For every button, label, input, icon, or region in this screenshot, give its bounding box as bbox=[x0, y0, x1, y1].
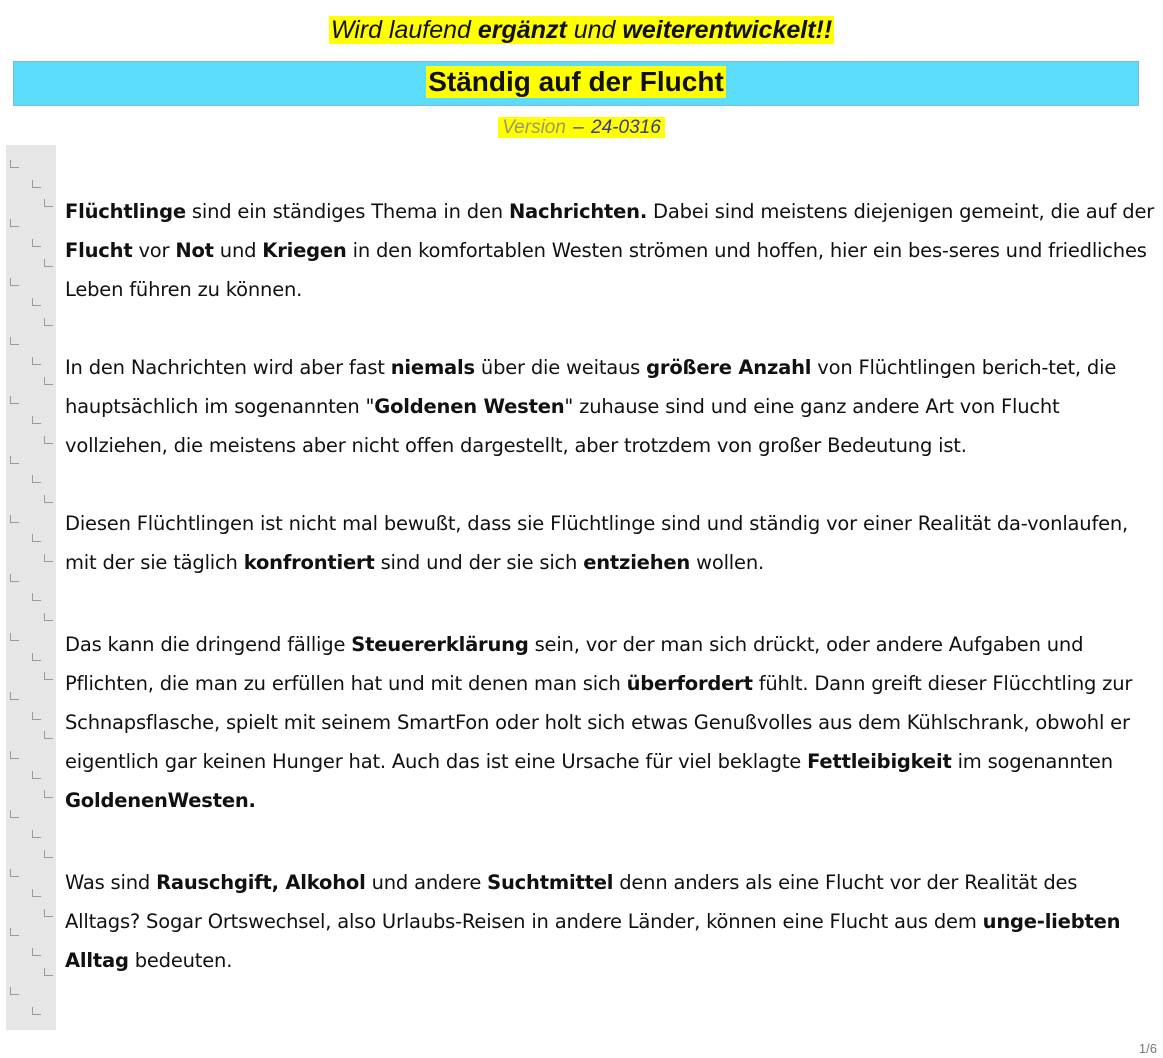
text-run: über die weitaus bbox=[474, 356, 647, 379]
bold-term: GoldenenWesten. bbox=[65, 789, 256, 812]
margin-tick-mark bbox=[44, 613, 53, 621]
text-run: und bbox=[213, 239, 263, 262]
version-line bbox=[0, 117, 1163, 139]
bold-term: Not bbox=[175, 239, 214, 262]
paragraph-4 bbox=[65, 625, 1155, 820]
margin-tick-mark bbox=[44, 850, 53, 858]
text-run: bedeuten. bbox=[128, 949, 233, 972]
text-run: sind ein ständiges Thema in den bbox=[185, 200, 509, 223]
margin-tick-mark bbox=[10, 751, 19, 759]
text-run: sind und der sie sich bbox=[374, 551, 584, 574]
bold-term: Goldenen Westen bbox=[374, 395, 565, 418]
margin-tick-mark bbox=[44, 199, 53, 207]
body-text bbox=[65, 192, 1155, 1019]
margin-tick-mark bbox=[32, 1007, 41, 1015]
margin-tick-mark bbox=[44, 909, 53, 917]
margin-tick-mark bbox=[44, 968, 53, 976]
text-run: Diesen Flüchtlingen ist nicht mal bewußt, dass sie Flüchtlinge sind und ständig vor einer Realität da-vonlaufen, mit der sie täglich bbox=[65, 512, 1129, 574]
margin-tick-mark bbox=[10, 869, 19, 877]
margin-tick-mark bbox=[10, 219, 19, 227]
paragraph-2 bbox=[65, 348, 1155, 465]
margin-tick-mark bbox=[10, 396, 19, 404]
margin-tick-mark bbox=[10, 633, 19, 641]
margin-tick-mark bbox=[32, 830, 41, 838]
margin-tick-mark bbox=[32, 593, 41, 601]
bold-term: Rauschgift, Alkohol bbox=[156, 871, 366, 894]
notice-bold-2: weiterentwickelt!! bbox=[622, 16, 833, 44]
text-run: denn anders als eine Flucht vor der Realität des Alltags? Sogar Ortswechsel, also Urlaubs-Reisen in andere Länder, können eine Flucht aus dem bbox=[65, 871, 1078, 933]
margin-tick-mark bbox=[44, 436, 53, 444]
bold-term: überfordert bbox=[626, 672, 753, 695]
margin-tick-mark bbox=[32, 239, 41, 247]
text-run: Was sind bbox=[65, 871, 157, 894]
text-run: und andere bbox=[365, 871, 488, 894]
bold-term: Steuererklärung bbox=[351, 633, 529, 656]
margin-tick-mark bbox=[32, 357, 41, 365]
text-run: Das kann die dringend fällige bbox=[65, 633, 352, 656]
bold-term: Fettleibigkeit bbox=[807, 750, 952, 773]
notice-text-1: Wird laufend bbox=[330, 16, 478, 44]
bold-term: Flüchtlinge bbox=[65, 200, 186, 223]
paragraph-1 bbox=[65, 192, 1155, 309]
notice-bold-1: ergänzt bbox=[477, 16, 567, 44]
margin-tick-mark bbox=[10, 987, 19, 995]
paragraph-3 bbox=[65, 504, 1155, 582]
text-run: in den komfortablen Westen strömen und hoffen, hier ein bes-seres und friedliches Leben führen zu können. bbox=[65, 239, 1147, 301]
margin-tick-mark bbox=[44, 731, 53, 739]
text-run: Dabei sind meistens diejenigen gemeint, die auf der bbox=[647, 200, 1155, 223]
margin-tick-mark bbox=[32, 416, 41, 424]
bold-term: niemals bbox=[390, 356, 475, 379]
notice-highlight bbox=[329, 16, 834, 44]
margin-tick-mark bbox=[32, 771, 41, 779]
text-run: vor bbox=[132, 239, 176, 262]
page-title: Ständig auf der Flucht bbox=[428, 66, 724, 97]
bold-term: unge-liebten Alltag bbox=[65, 910, 1121, 972]
bold-term: größere Anzahl bbox=[646, 356, 812, 379]
margin-tick-mark bbox=[10, 692, 19, 700]
margin-tick-mark bbox=[32, 889, 41, 897]
text-run: " zuhause sind und eine ganz andere Art von Flucht vollziehen, die meistens aber nicht offen dargestellt, aber trotzdem von großer Bedeutung ist. bbox=[65, 395, 1060, 457]
margin-tick-mark bbox=[44, 672, 53, 680]
margin-tick-mark bbox=[44, 790, 53, 798]
bold-term: Flucht bbox=[65, 239, 133, 262]
margin-tick-mark bbox=[44, 554, 53, 562]
margin-tick-mark bbox=[32, 180, 41, 188]
text-run: fühlt. Dann greift dieser Flücchtling zur Schnapsflasche, spielt mit seinem SmartFon oder holt sich etwas Genußvolles aus dem Kühlschrank, obwohl er eigentlich gar keinen Hunger hat. Auch das ist eine Ursache für viel beklagte bbox=[65, 672, 1133, 773]
version-number: 24-0316 bbox=[591, 117, 661, 138]
bold-term: entziehen bbox=[583, 551, 691, 574]
margin-tick-mark bbox=[10, 160, 19, 168]
text-run: im sogenannten bbox=[951, 750, 1113, 773]
margin-tick-mark bbox=[32, 475, 41, 483]
text-run: wollen. bbox=[690, 551, 764, 574]
margin-tick-mark bbox=[44, 259, 53, 267]
text-run: In den Nachrichten wird aber fast bbox=[65, 356, 391, 379]
margin-tick-mark bbox=[10, 456, 19, 464]
update-notice bbox=[0, 16, 1163, 45]
page-number: 1/6 bbox=[1138, 1041, 1157, 1056]
text-run: von Flüchtlingen berich-tet, die hauptsächlich im sogenannten " bbox=[65, 356, 1117, 418]
margin-tick-mark bbox=[32, 712, 41, 720]
paragraph-5 bbox=[65, 863, 1155, 980]
bold-term: konfrontiert bbox=[243, 551, 375, 574]
margin-tick-mark bbox=[32, 298, 41, 306]
text-run: sein, vor der man sich drückt, oder andere Aufgaben und Pflichten, die man zu erfüllen hat und mit denen man sich bbox=[65, 633, 1084, 695]
margin-tick-mark bbox=[10, 515, 19, 523]
margin-tick-mark bbox=[32, 534, 41, 542]
margin-tick-mark bbox=[10, 337, 19, 345]
margin-tick-mark bbox=[32, 653, 41, 661]
bold-term: Kriegen bbox=[262, 239, 347, 262]
margin-tick-mark bbox=[10, 574, 19, 582]
margin-tick-mark bbox=[44, 318, 53, 326]
notice-text-2: und bbox=[566, 16, 623, 44]
margin-tick-mark bbox=[44, 377, 53, 385]
margin-tick-mark bbox=[10, 278, 19, 286]
title-bar bbox=[13, 61, 1139, 106]
bold-term: Nachrichten. bbox=[508, 200, 648, 223]
margin-tick-mark bbox=[10, 928, 19, 936]
bold-term: Suchtmittel bbox=[487, 871, 614, 894]
version-highlight: Version – 24-0316 bbox=[498, 117, 665, 138]
margin-tick-mark bbox=[10, 810, 19, 818]
version-label: Version bbox=[502, 117, 566, 138]
margin-tick-mark bbox=[32, 948, 41, 956]
margin-tick-mark bbox=[44, 495, 53, 503]
